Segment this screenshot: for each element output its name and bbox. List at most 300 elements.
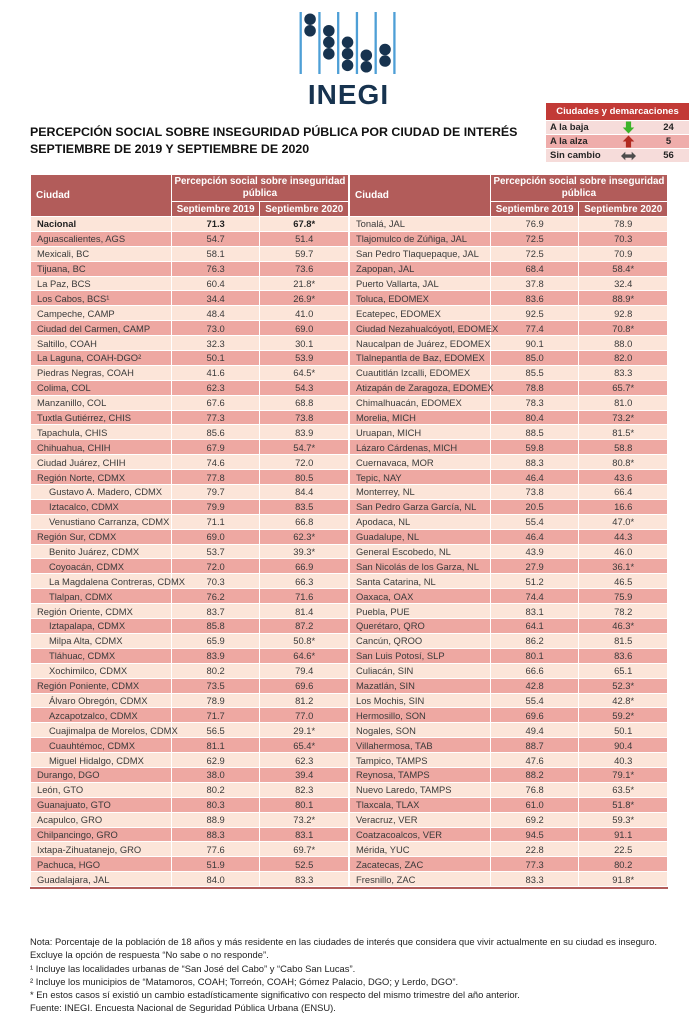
- value-2020-cell: 81.5*: [579, 425, 668, 440]
- value-2020-cell: 53.9: [260, 351, 349, 366]
- table-row: [350, 321, 668, 336]
- value-2019-cell: 62.3: [171, 380, 260, 395]
- value-2020-cell: 72.0: [260, 455, 349, 470]
- value-2019-cell: 76.8: [490, 782, 579, 797]
- note-line: Nota: Porcentaje de la población de 18 años y más residente en las ciudades de interés que considera que vivir actualmente en su ciudad es inseguro. Excluye la opción de respuesta “No sabe o no responde”.: [30, 936, 657, 961]
- value-2020-cell: 80.5: [260, 470, 349, 485]
- table-row: [350, 708, 668, 723]
- value-2020-cell: 47.0*: [579, 514, 668, 529]
- value-2020-cell: 42.8*: [579, 693, 668, 708]
- value-2019-cell: 55.4: [490, 514, 579, 529]
- table-row: [350, 425, 668, 440]
- city-cell: Apodaca, NL: [350, 514, 491, 529]
- value-2020-cell: 62.3: [260, 753, 349, 768]
- value-2019-cell: 49.4: [490, 723, 579, 738]
- value-2020-cell: 81.0: [579, 395, 668, 410]
- value-2019-cell: 88.2: [490, 767, 579, 782]
- table-row: [31, 857, 349, 872]
- value-2019-cell: 83.3: [490, 872, 579, 887]
- value-2019-cell: 72.5: [490, 246, 579, 261]
- city-cell: Región Sur, CDMX: [31, 529, 172, 544]
- table-row: [31, 767, 349, 782]
- value-2019-cell: 94.5: [490, 827, 579, 842]
- value-2020-cell: 65.1: [579, 663, 668, 678]
- value-2020-cell: 70.3: [579, 231, 668, 246]
- table-row: [31, 782, 349, 797]
- value-2020-cell: 22.5: [579, 842, 668, 857]
- table-row: [350, 246, 668, 261]
- value-2019-cell: 92.5: [490, 306, 579, 321]
- city-cell: Región Norte, CDMX: [31, 470, 172, 485]
- value-2019-cell: 85.5: [490, 365, 579, 380]
- value-2020-cell: 79.1*: [579, 767, 668, 782]
- city-cell: Guadalupe, NL: [350, 529, 491, 544]
- table-row: [31, 589, 349, 604]
- table-row: [350, 217, 668, 232]
- legend-row-sin-cambio: [546, 149, 689, 162]
- table-row: [31, 544, 349, 559]
- city-cell: Álvaro Obregón, CDMX: [31, 693, 172, 708]
- table-row: [31, 753, 349, 768]
- inegi-wordmark: INEGI: [307, 79, 390, 110]
- value-2019-cell: 73.0: [171, 321, 260, 336]
- value-2020-cell: 16.6: [579, 499, 668, 514]
- table-row: [350, 529, 668, 544]
- value-2020-cell: 77.0: [260, 708, 349, 723]
- value-2020-cell: 83.3: [260, 872, 349, 887]
- table-row: [31, 217, 349, 232]
- value-2019-cell: 66.6: [490, 663, 579, 678]
- value-2020-cell: 58.8: [579, 440, 668, 455]
- value-2020-cell: 68.8: [260, 395, 349, 410]
- city-cell: Tláhuac, CDMX: [31, 648, 172, 663]
- city-cell: La Magdalena Contreras, CDMX: [31, 574, 172, 589]
- table-row: [350, 470, 668, 485]
- table-row: [350, 485, 668, 500]
- column-header-ciudad: Ciudad: [350, 175, 491, 217]
- city-cell: Lázaro Cárdenas, MICH: [350, 440, 491, 455]
- legend-label: A la baja: [550, 122, 589, 133]
- value-2020-cell: 43.6: [579, 470, 668, 485]
- city-cell: Cuernavaca, MOR: [350, 455, 491, 470]
- table-row: [31, 306, 349, 321]
- city-cell: General Escobedo, NL: [350, 544, 491, 559]
- value-2019-cell: 78.3: [490, 395, 579, 410]
- value-2019-cell: 76.2: [171, 589, 260, 604]
- table-row: [350, 455, 668, 470]
- value-2020-cell: 69.6: [260, 678, 349, 693]
- legend-row-baja: [546, 121, 689, 134]
- value-2020-cell: 41.0: [260, 306, 349, 321]
- table-row: [31, 276, 349, 291]
- table-row: [350, 291, 668, 306]
- table-row: [31, 633, 349, 648]
- cities-tables: [30, 174, 668, 889]
- city-cell: Cuautitlán Izcalli, EDOMEX: [350, 365, 491, 380]
- value-2020-cell: 39.4: [260, 767, 349, 782]
- table-row: [31, 440, 349, 455]
- value-2020-cell: 40.3: [579, 753, 668, 768]
- column-header-ciudad: Ciudad: [31, 175, 172, 217]
- column-header-sept-2020: Septiembre 2020: [579, 202, 668, 217]
- value-2019-cell: 51.2: [490, 574, 579, 589]
- table-row: [31, 321, 349, 336]
- table-row: [31, 485, 349, 500]
- city-cell: Manzanillo, COL: [31, 395, 172, 410]
- table-row: [31, 455, 349, 470]
- table-row: [350, 574, 668, 589]
- value-2019-cell: 88.3: [171, 827, 260, 842]
- value-2020-cell: 59.7: [260, 246, 349, 261]
- table-row: [350, 499, 668, 514]
- value-2020-cell: 91.8*: [579, 872, 668, 887]
- value-2019-cell: 50.1: [171, 351, 260, 366]
- value-2020-cell: 88.0: [579, 336, 668, 351]
- city-cell: Cancún, QROO: [350, 633, 491, 648]
- table-row: [31, 708, 349, 723]
- table-row: [31, 499, 349, 514]
- table-row: [31, 648, 349, 663]
- value-2020-cell: 81.2: [260, 693, 349, 708]
- table-row: [31, 336, 349, 351]
- city-cell: Tlalnepantla de Baz, EDOMEX: [350, 351, 491, 366]
- table-row: [31, 619, 349, 634]
- city-cell: Gustavo A. Madero, CDMX: [31, 485, 172, 500]
- value-2019-cell: 59.8: [490, 440, 579, 455]
- value-2019-cell: 67.9: [171, 440, 260, 455]
- city-cell: Milpa Alta, CDMX: [31, 633, 172, 648]
- table-row: [31, 231, 349, 246]
- value-2020-cell: 69.7*: [260, 842, 349, 857]
- city-cell: Campeche, CAMP: [31, 306, 172, 321]
- value-2019-cell: 83.9: [171, 648, 260, 663]
- value-2020-cell: 90.4: [579, 738, 668, 753]
- table-row: [31, 723, 349, 738]
- table-row: [350, 410, 668, 425]
- city-cell: Culiacán, SIN: [350, 663, 491, 678]
- left-right-arrow-icon: [608, 150, 648, 162]
- value-2019-cell: 76.9: [490, 217, 579, 232]
- value-2020-cell: 80.8*: [579, 455, 668, 470]
- value-2019-cell: 70.3: [171, 574, 260, 589]
- city-cell: Coatzacoalcos, VER: [350, 827, 491, 842]
- column-header-sept-2020: Septiembre 2020: [260, 202, 349, 217]
- value-2019-cell: 74.4: [490, 589, 579, 604]
- value-2020-cell: 32.4: [579, 276, 668, 291]
- city-cell: Ecatepec, EDOMEX: [350, 306, 491, 321]
- column-header-group: Percepción social sobre inseguridad pública: [490, 175, 667, 202]
- city-cell: La Laguna, COAH-DGO²: [31, 351, 172, 366]
- page-title-line2: SEPTIEMBRE DE 2019 Y SEPTIEMBRE DE 2020: [30, 141, 310, 156]
- value-2020-cell: 52.5: [260, 857, 349, 872]
- column-header-group: Percepción social sobre inseguridad pública: [171, 175, 348, 202]
- table-row: [31, 470, 349, 485]
- value-2019-cell: 78.8: [490, 380, 579, 395]
- city-cell: Los Cabos, BCS¹: [31, 291, 172, 306]
- footnotes: [30, 935, 680, 1015]
- city-cell: Tlajomulco de Zúñiga, JAL: [350, 231, 491, 246]
- value-2019-cell: 80.1: [490, 648, 579, 663]
- city-cell: Durango, DGO: [31, 767, 172, 782]
- city-cell: Atizapán de Zaragoza, EDOMEX: [350, 380, 491, 395]
- value-2019-cell: 71.3: [171, 217, 260, 232]
- city-cell: Villahermosa, TAB: [350, 738, 491, 753]
- table-row: [350, 648, 668, 663]
- value-2020-cell: 83.5: [260, 499, 349, 514]
- value-2019-cell: 69.2: [490, 812, 579, 827]
- table-row: [350, 365, 668, 380]
- table-row: [31, 261, 349, 276]
- value-2019-cell: 77.6: [171, 842, 260, 857]
- value-2020-cell: 59.2*: [579, 708, 668, 723]
- city-cell: Miguel Hidalgo, CDMX: [31, 753, 172, 768]
- value-2019-cell: 32.3: [171, 336, 260, 351]
- table-row: [31, 291, 349, 306]
- value-2019-cell: 22.8: [490, 842, 579, 857]
- value-2020-cell: 88.9*: [579, 291, 668, 306]
- table-row: [350, 589, 668, 604]
- value-2020-cell: 46.3*: [579, 619, 668, 634]
- value-2020-cell: 58.4*: [579, 261, 668, 276]
- value-2019-cell: 38.0: [171, 767, 260, 782]
- value-2020-cell: 51.8*: [579, 797, 668, 812]
- city-cell: Tuxtla Gutiérrez, CHIS: [31, 410, 172, 425]
- table-row: [31, 425, 349, 440]
- value-2019-cell: 68.4: [490, 261, 579, 276]
- table-row: [350, 395, 668, 410]
- legend-value: 5: [665, 136, 672, 147]
- city-cell: Chihuahua, CHIH: [31, 440, 172, 455]
- city-cell: Tlaxcala, TLAX: [350, 797, 491, 812]
- value-2020-cell: 52.3*: [579, 678, 668, 693]
- city-cell: Morelia, MICH: [350, 410, 491, 425]
- table-row: [350, 336, 668, 351]
- value-2019-cell: 88.7: [490, 738, 579, 753]
- value-2020-cell: 54.7*: [260, 440, 349, 455]
- value-2020-cell: 64.6*: [260, 648, 349, 663]
- column-header-sept-2019: Septiembre 2019: [171, 202, 260, 217]
- note-line: ¹ Incluye las localidades urbanas de “San José del Cabo” y “Cabo San Lucas”.: [30, 962, 356, 974]
- value-2020-cell: 69.0: [260, 321, 349, 336]
- value-2020-cell: 78.2: [579, 604, 668, 619]
- value-2019-cell: 46.4: [490, 529, 579, 544]
- value-2020-cell: 82.3: [260, 782, 349, 797]
- value-2020-cell: 59.3*: [579, 812, 668, 827]
- table-row: [31, 514, 349, 529]
- value-2019-cell: 88.3: [490, 455, 579, 470]
- city-cell: Iztapalapa, CDMX: [31, 619, 172, 634]
- inegi-logo: [269, 12, 429, 109]
- table-row: [31, 410, 349, 425]
- table-row: [31, 559, 349, 574]
- city-cell: Colima, COL: [31, 380, 172, 395]
- table-row: [350, 440, 668, 455]
- table-row: [31, 812, 349, 827]
- value-2020-cell: 63.5*: [579, 782, 668, 797]
- city-cell: Querétaro, QRO: [350, 619, 491, 634]
- value-2020-cell: 70.8*: [579, 321, 668, 336]
- value-2019-cell: 42.8: [490, 678, 579, 693]
- note-line: Fuente: INEGI. Encuesta Nacional de Seguridad Pública Urbana (ENSU).: [30, 1002, 336, 1014]
- city-cell: Puebla, PUE: [350, 604, 491, 619]
- table-row: [31, 693, 349, 708]
- value-2019-cell: 71.7: [171, 708, 260, 723]
- legend-label: A la alza: [550, 136, 588, 147]
- value-2020-cell: 73.2*: [260, 812, 349, 827]
- city-cell: Santa Catarina, NL: [350, 574, 491, 589]
- city-cell: Azcapotzalco, CDMX: [31, 708, 172, 723]
- city-cell: Región Oriente, CDMX: [31, 604, 172, 619]
- value-2019-cell: 58.1: [171, 246, 260, 261]
- table-row: [31, 380, 349, 395]
- value-2019-cell: 20.5: [490, 499, 579, 514]
- value-2019-cell: 46.4: [490, 470, 579, 485]
- value-2020-cell: 30.1: [260, 336, 349, 351]
- city-cell: Tampico, TAMPS: [350, 753, 491, 768]
- value-2020-cell: 87.2: [260, 619, 349, 634]
- table-row: [350, 723, 668, 738]
- value-2019-cell: 83.7: [171, 604, 260, 619]
- value-2020-cell: 46.0: [579, 544, 668, 559]
- value-2019-cell: 67.6: [171, 395, 260, 410]
- column-header-sept-2019: Septiembre 2019: [490, 202, 579, 217]
- value-2019-cell: 77.4: [490, 321, 579, 336]
- table-row: [350, 872, 668, 887]
- table-row: [31, 246, 349, 261]
- abacus-icon: [284, 12, 414, 74]
- city-cell: Guadalajara, JAL: [31, 872, 172, 887]
- city-cell: Piedras Negras, COAH: [31, 365, 172, 380]
- value-2020-cell: 39.3*: [260, 544, 349, 559]
- city-cell: León, GTO: [31, 782, 172, 797]
- value-2019-cell: 77.8: [171, 470, 260, 485]
- value-2019-cell: 85.8: [171, 619, 260, 634]
- city-cell: Nogales, SON: [350, 723, 491, 738]
- value-2019-cell: 77.3: [490, 857, 579, 872]
- table-row: [350, 604, 668, 619]
- value-2020-cell: 81.4: [260, 604, 349, 619]
- value-2019-cell: 27.9: [490, 559, 579, 574]
- city-cell: Benito Juárez, CDMX: [31, 544, 172, 559]
- cities-table-left: [30, 174, 349, 887]
- city-cell: Mazatlán, SIN: [350, 678, 491, 693]
- value-2019-cell: 37.8: [490, 276, 579, 291]
- value-2020-cell: 78.9: [579, 217, 668, 232]
- city-cell: San Pedro Garza García, NL: [350, 499, 491, 514]
- value-2019-cell: 56.5: [171, 723, 260, 738]
- value-2019-cell: 85.6: [171, 425, 260, 440]
- legend-label: Sin cambio: [550, 150, 601, 161]
- table-row: [31, 574, 349, 589]
- value-2020-cell: 83.3: [579, 365, 668, 380]
- value-2019-cell: 80.3: [171, 797, 260, 812]
- city-cell: Tepic, NAY: [350, 470, 491, 485]
- legend-title: Ciudades y demarcaciones: [546, 103, 689, 120]
- value-2019-cell: 80.2: [171, 782, 260, 797]
- value-2020-cell: 66.4: [579, 485, 668, 500]
- table-row: [31, 395, 349, 410]
- table-row: [350, 559, 668, 574]
- value-2019-cell: 48.4: [171, 306, 260, 321]
- table-row: [31, 797, 349, 812]
- city-cell: Saltillo, COAH: [31, 336, 172, 351]
- city-cell: San Luis Potosí, SLP: [350, 648, 491, 663]
- value-2019-cell: 72.0: [171, 559, 260, 574]
- value-2019-cell: 86.2: [490, 633, 579, 648]
- city-cell: Venustiano Carranza, CDMX: [31, 514, 172, 529]
- value-2020-cell: 36.1*: [579, 559, 668, 574]
- page-title-line1: PERCEPCIÓN SOCIAL SOBRE INSEGURIDAD PÚBLICA POR CIUDAD DE INTERÉS: [30, 125, 518, 139]
- value-2020-cell: 83.9: [260, 425, 349, 440]
- city-cell: Coyoacán, CDMX: [31, 559, 172, 574]
- legend-box: [546, 103, 689, 163]
- legend-row-alza: [546, 135, 689, 148]
- table-row: [31, 738, 349, 753]
- city-cell: Chimalhuacán, EDOMEX: [350, 395, 491, 410]
- value-2020-cell: 21.8*: [260, 276, 349, 291]
- value-2020-cell: 26.9*: [260, 291, 349, 306]
- value-2019-cell: 69.0: [171, 529, 260, 544]
- value-2019-cell: 47.6: [490, 753, 579, 768]
- value-2020-cell: 83.6: [579, 648, 668, 663]
- city-cell: Hermosillo, SON: [350, 708, 491, 723]
- value-2020-cell: 81.5: [579, 633, 668, 648]
- table-row: [31, 351, 349, 366]
- city-cell: San Pedro Tlaquepaque, JAL: [350, 246, 491, 261]
- table-row: [350, 514, 668, 529]
- value-2019-cell: 61.0: [490, 797, 579, 812]
- table-row: [350, 812, 668, 827]
- value-2019-cell: 65.9: [171, 633, 260, 648]
- value-2020-cell: 82.0: [579, 351, 668, 366]
- value-2020-cell: 66.8: [260, 514, 349, 529]
- value-2020-cell: 50.8*: [260, 633, 349, 648]
- city-cell: Pachuca, HGO: [31, 857, 172, 872]
- table-row: [350, 276, 668, 291]
- legend-value: 56: [663, 150, 674, 161]
- city-cell: Tonalá, JAL: [350, 217, 491, 232]
- value-2020-cell: 70.9: [579, 246, 668, 261]
- value-2019-cell: 80.4: [490, 410, 579, 425]
- city-cell: Fresnillo, ZAC: [350, 872, 491, 887]
- value-2019-cell: 74.6: [171, 455, 260, 470]
- table-row: [350, 797, 668, 812]
- value-2020-cell: 67.8*: [260, 217, 349, 232]
- city-cell: La Paz, BCS: [31, 276, 172, 291]
- table-row: [350, 753, 668, 768]
- city-cell: Monterrey, NL: [350, 485, 491, 500]
- value-2020-cell: 71.6: [260, 589, 349, 604]
- note-line: ² Incluye los municipios de “Matamoros, COAH; Torreón, COAH; Gómez Palacio, DGO; y Lerdo, DGO”.: [30, 975, 459, 987]
- value-2020-cell: 50.1: [579, 723, 668, 738]
- cities-table-right: [349, 174, 668, 887]
- value-2020-cell: 51.4: [260, 231, 349, 246]
- value-2020-cell: 46.5: [579, 574, 668, 589]
- table-row: [350, 380, 668, 395]
- city-cell: Naucalpan de Juárez, EDOMEX: [350, 336, 491, 351]
- value-2019-cell: 79.9: [171, 499, 260, 514]
- city-cell: San Nicolás de los Garza, NL: [350, 559, 491, 574]
- table-row: [350, 261, 668, 276]
- value-2020-cell: 73.6: [260, 261, 349, 276]
- value-2020-cell: 73.2*: [579, 410, 668, 425]
- city-cell: Nacional: [31, 217, 172, 232]
- table-row: [350, 767, 668, 782]
- value-2020-cell: 83.1: [260, 827, 349, 842]
- value-2019-cell: 78.9: [171, 693, 260, 708]
- city-cell: Puerto Vallarta, JAL: [350, 276, 491, 291]
- city-cell: Toluca, EDOMEX: [350, 291, 491, 306]
